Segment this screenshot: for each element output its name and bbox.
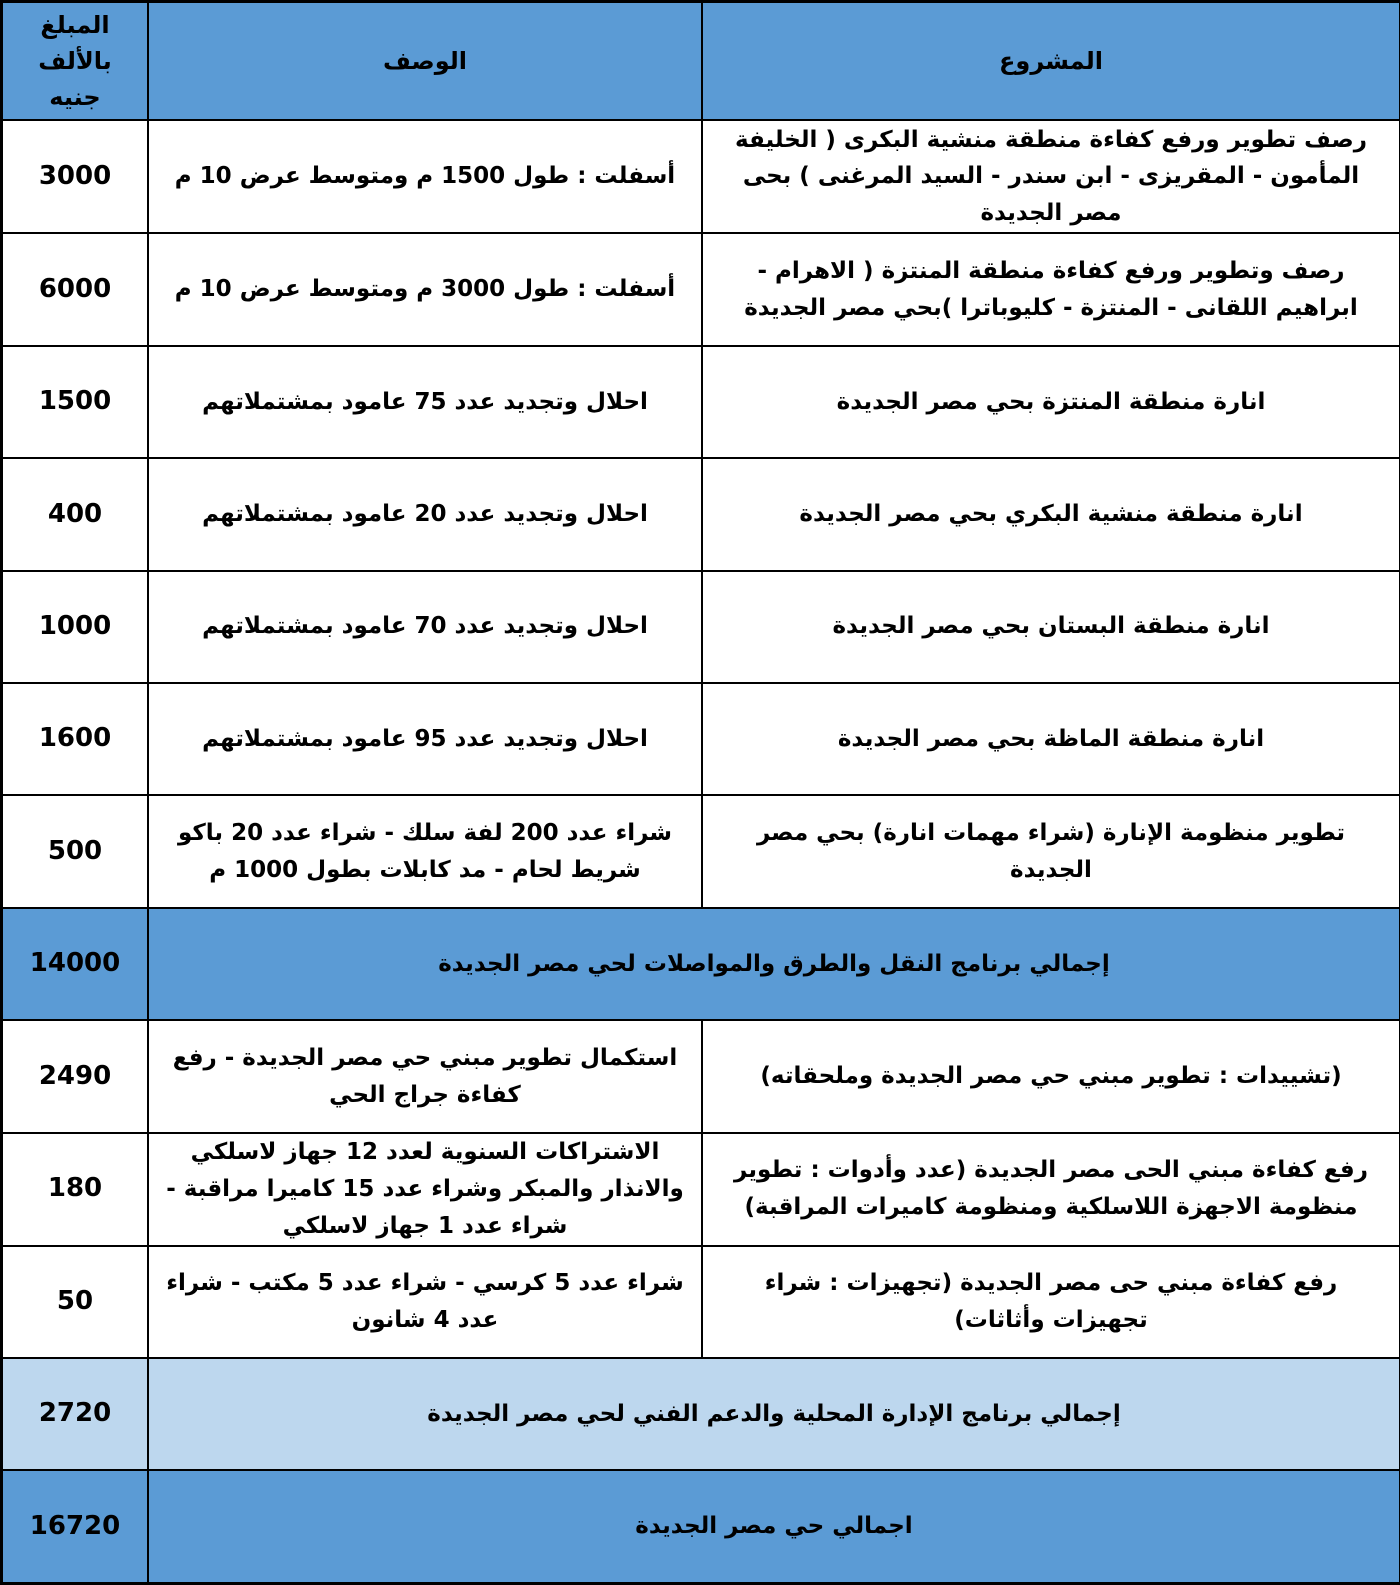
table-row [2,120,1400,233]
header-description: الوصف [148,2,702,120]
row-amount: 3000 [2,120,148,233]
row-description: احلال وتجديد عدد 95 عامود بمشتملاتهم [148,683,702,795]
local-admin-total-label: إجمالي برنامج الإدارة المحلية والدعم الفني لحي مصر الجديدة [148,1358,1400,1470]
row-project: انارة منطقة المنتزة بحي مصر الجديدة [702,346,1400,458]
transport-total-row [2,908,1400,1020]
local-admin-total-row [2,1358,1400,1470]
row-project: انارة منطقة البستان بحي مصر الجديدة [702,571,1400,683]
table-row [2,683,1400,795]
local-admin-total-amount: 2720 [2,1358,148,1470]
row-amount: 500 [2,795,148,907]
row-description: احلال وتجديد عدد 20 عامود بمشتملاتهم [148,458,702,570]
transport-total-amount: 14000 [2,908,148,1020]
budget-table [1,1,1400,1584]
table-header-row [2,2,1400,120]
grand-total-label: اجمالي حي مصر الجديدة [148,1470,1400,1583]
row-amount: 2490 [2,1020,148,1132]
row-amount: 50 [2,1246,148,1358]
row-description: أسفلت : طول 3000 م ومتوسط عرض 10 م [148,233,702,345]
row-amount: 400 [2,458,148,570]
row-description: احلال وتجديد عدد 70 عامود بمشتملاتهم [148,571,702,683]
row-amount: 1600 [2,683,148,795]
transport-total-label: إجمالي برنامج النقل والطرق والمواصلات لحي مصر الجديدة [148,908,1400,1020]
row-description: شراء عدد 200 لفة سلك - شراء عدد 20 باكو شريط لحام - مد كابلات بطول 1000 م [148,795,702,907]
row-project: رصف وتطوير ورفع كفاءة منطقة المنتزة ( الاهرام - ابراهيم اللقانى - المنتزة - كليوباترا )بحي مصر الجديدة [702,233,1400,345]
row-amount: 6000 [2,233,148,345]
row-description: أسفلت : طول 1500 م ومتوسط عرض 10 م [148,120,702,233]
row-project: رفع كفاءة مبني حى مصر الجديدة (تجهيزات : شراء تجهيزات وأثاثات) [702,1246,1400,1358]
table-row [2,795,1400,907]
grand-total-amount: 16720 [2,1470,148,1583]
header-amount: المبلغ بالألف جنيه [2,2,148,120]
row-project: انارة منطقة الماظة بحي مصر الجديدة [702,683,1400,795]
row-project: (تشييدات : تطوير مبني حي مصر الجديدة وملحقاته) [702,1020,1400,1132]
row-description: شراء عدد 5 كرسي - شراء عدد 5 مكتب - شراء عدد 4 شانون [148,1246,702,1358]
row-amount: 180 [2,1133,148,1246]
row-description: احلال وتجديد عدد 75 عامود بمشتملاتهم [148,346,702,458]
header-project: المشروع [702,2,1400,120]
row-description: استكمال تطوير مبني حي مصر الجديدة - رفع كفاءة جراج الحي [148,1020,702,1132]
table-row [2,1020,1400,1132]
row-project: رفع كفاءة مبني الحى مصر الجديدة (عدد وأدوات : تطوير منظومة الاجهزة اللاسلكية ومنظومة كاميرات المراقبة) [702,1133,1400,1246]
row-project: انارة منطقة منشية البكري بحي مصر الجديدة [702,458,1400,570]
table-row [2,1133,1400,1246]
table-row [2,1246,1400,1358]
row-amount: 1500 [2,346,148,458]
row-project: تطوير منظومة الإنارة (شراء مهمات انارة) بحي مصر الجديدة [702,795,1400,907]
table-row [2,458,1400,570]
grand-total-row [2,1470,1400,1583]
row-amount: 1000 [2,571,148,683]
table-row [2,346,1400,458]
table-row [2,233,1400,345]
row-description: الاشتراكات السنوية لعدد 12 جهاز لاسلكي والانذار والمبكر وشراء عدد 15 كاميرا مراقبة - شراء عدد 1 جهاز لاسلكي [148,1133,702,1246]
table-row [2,571,1400,683]
row-project: رصف تطوير ورفع كفاءة منطقة منشية البكرى ( الخليفة المأمون - المقريزى - ابن سندر - السيد المرغنى ) بحى مصر الجديدة [702,120,1400,233]
